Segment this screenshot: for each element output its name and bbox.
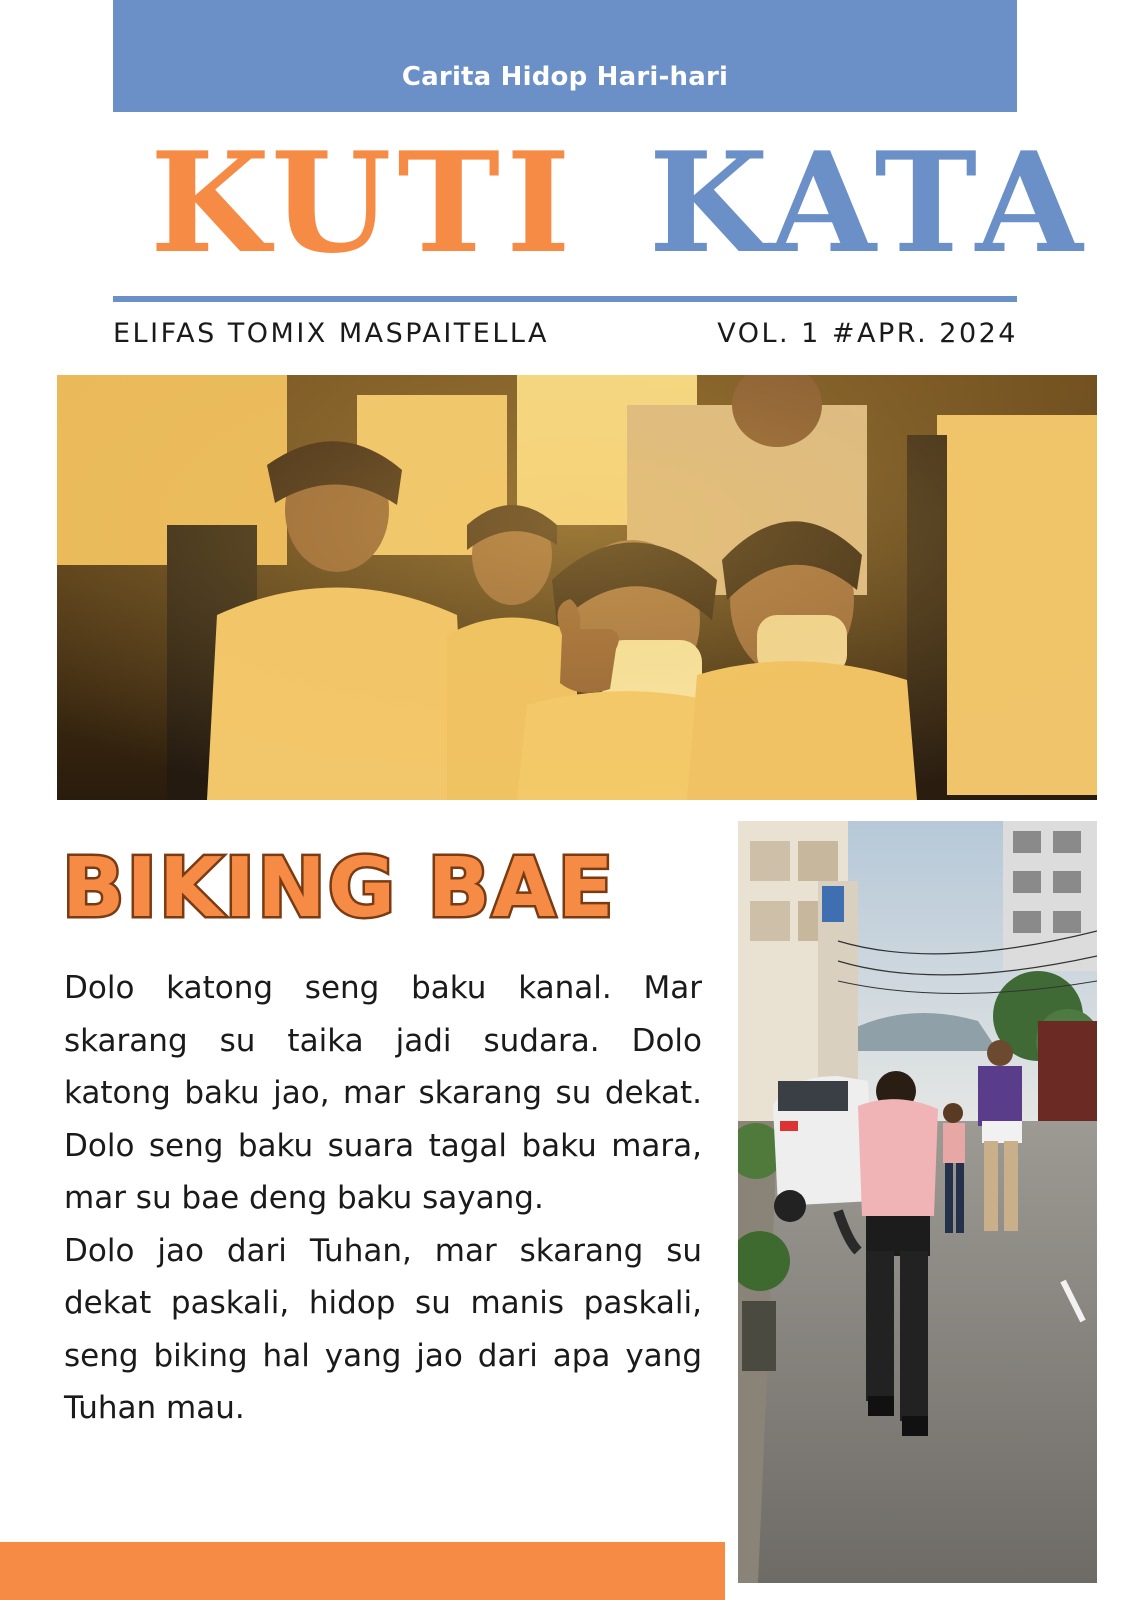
article-body [64, 962, 702, 1435]
side-photo-street-walk [738, 821, 1097, 1583]
tagline: Carita Hidop Hari-hari [401, 62, 729, 92]
author-byline: ELIFAS TOMIX MASPAITELLA [113, 318, 550, 349]
article-heading: BIKING BAE [62, 841, 616, 936]
masthead-word-kata: KATA [648, 121, 1089, 284]
issue-label: VOL. 1 #APR. 2024 [717, 318, 1018, 349]
article-paragraph: Dolo jao dari Tuhan, mar skarang su dekat paskali, hidop su manis paskali, seng biking hal yang jao dari apa yang Tuhan mau. [64, 1232, 702, 1426]
hero-photo-children-crowd [57, 375, 1097, 800]
masthead-title [150, 121, 1089, 284]
top-banner [113, 0, 1017, 112]
masthead-divider [113, 296, 1017, 302]
article-paragraph: Dolo katong seng baku kanal. Mar skarang su taika jadi sudara. Dolo katong baku jao, mar skarang su dekat. Dolo seng baku suara tagal baku mara, mar su bae deng baku sayang. [64, 970, 702, 1216]
masthead-word-kuti: KUTI [150, 121, 577, 284]
bottom-accent-bar [0, 1542, 725, 1600]
